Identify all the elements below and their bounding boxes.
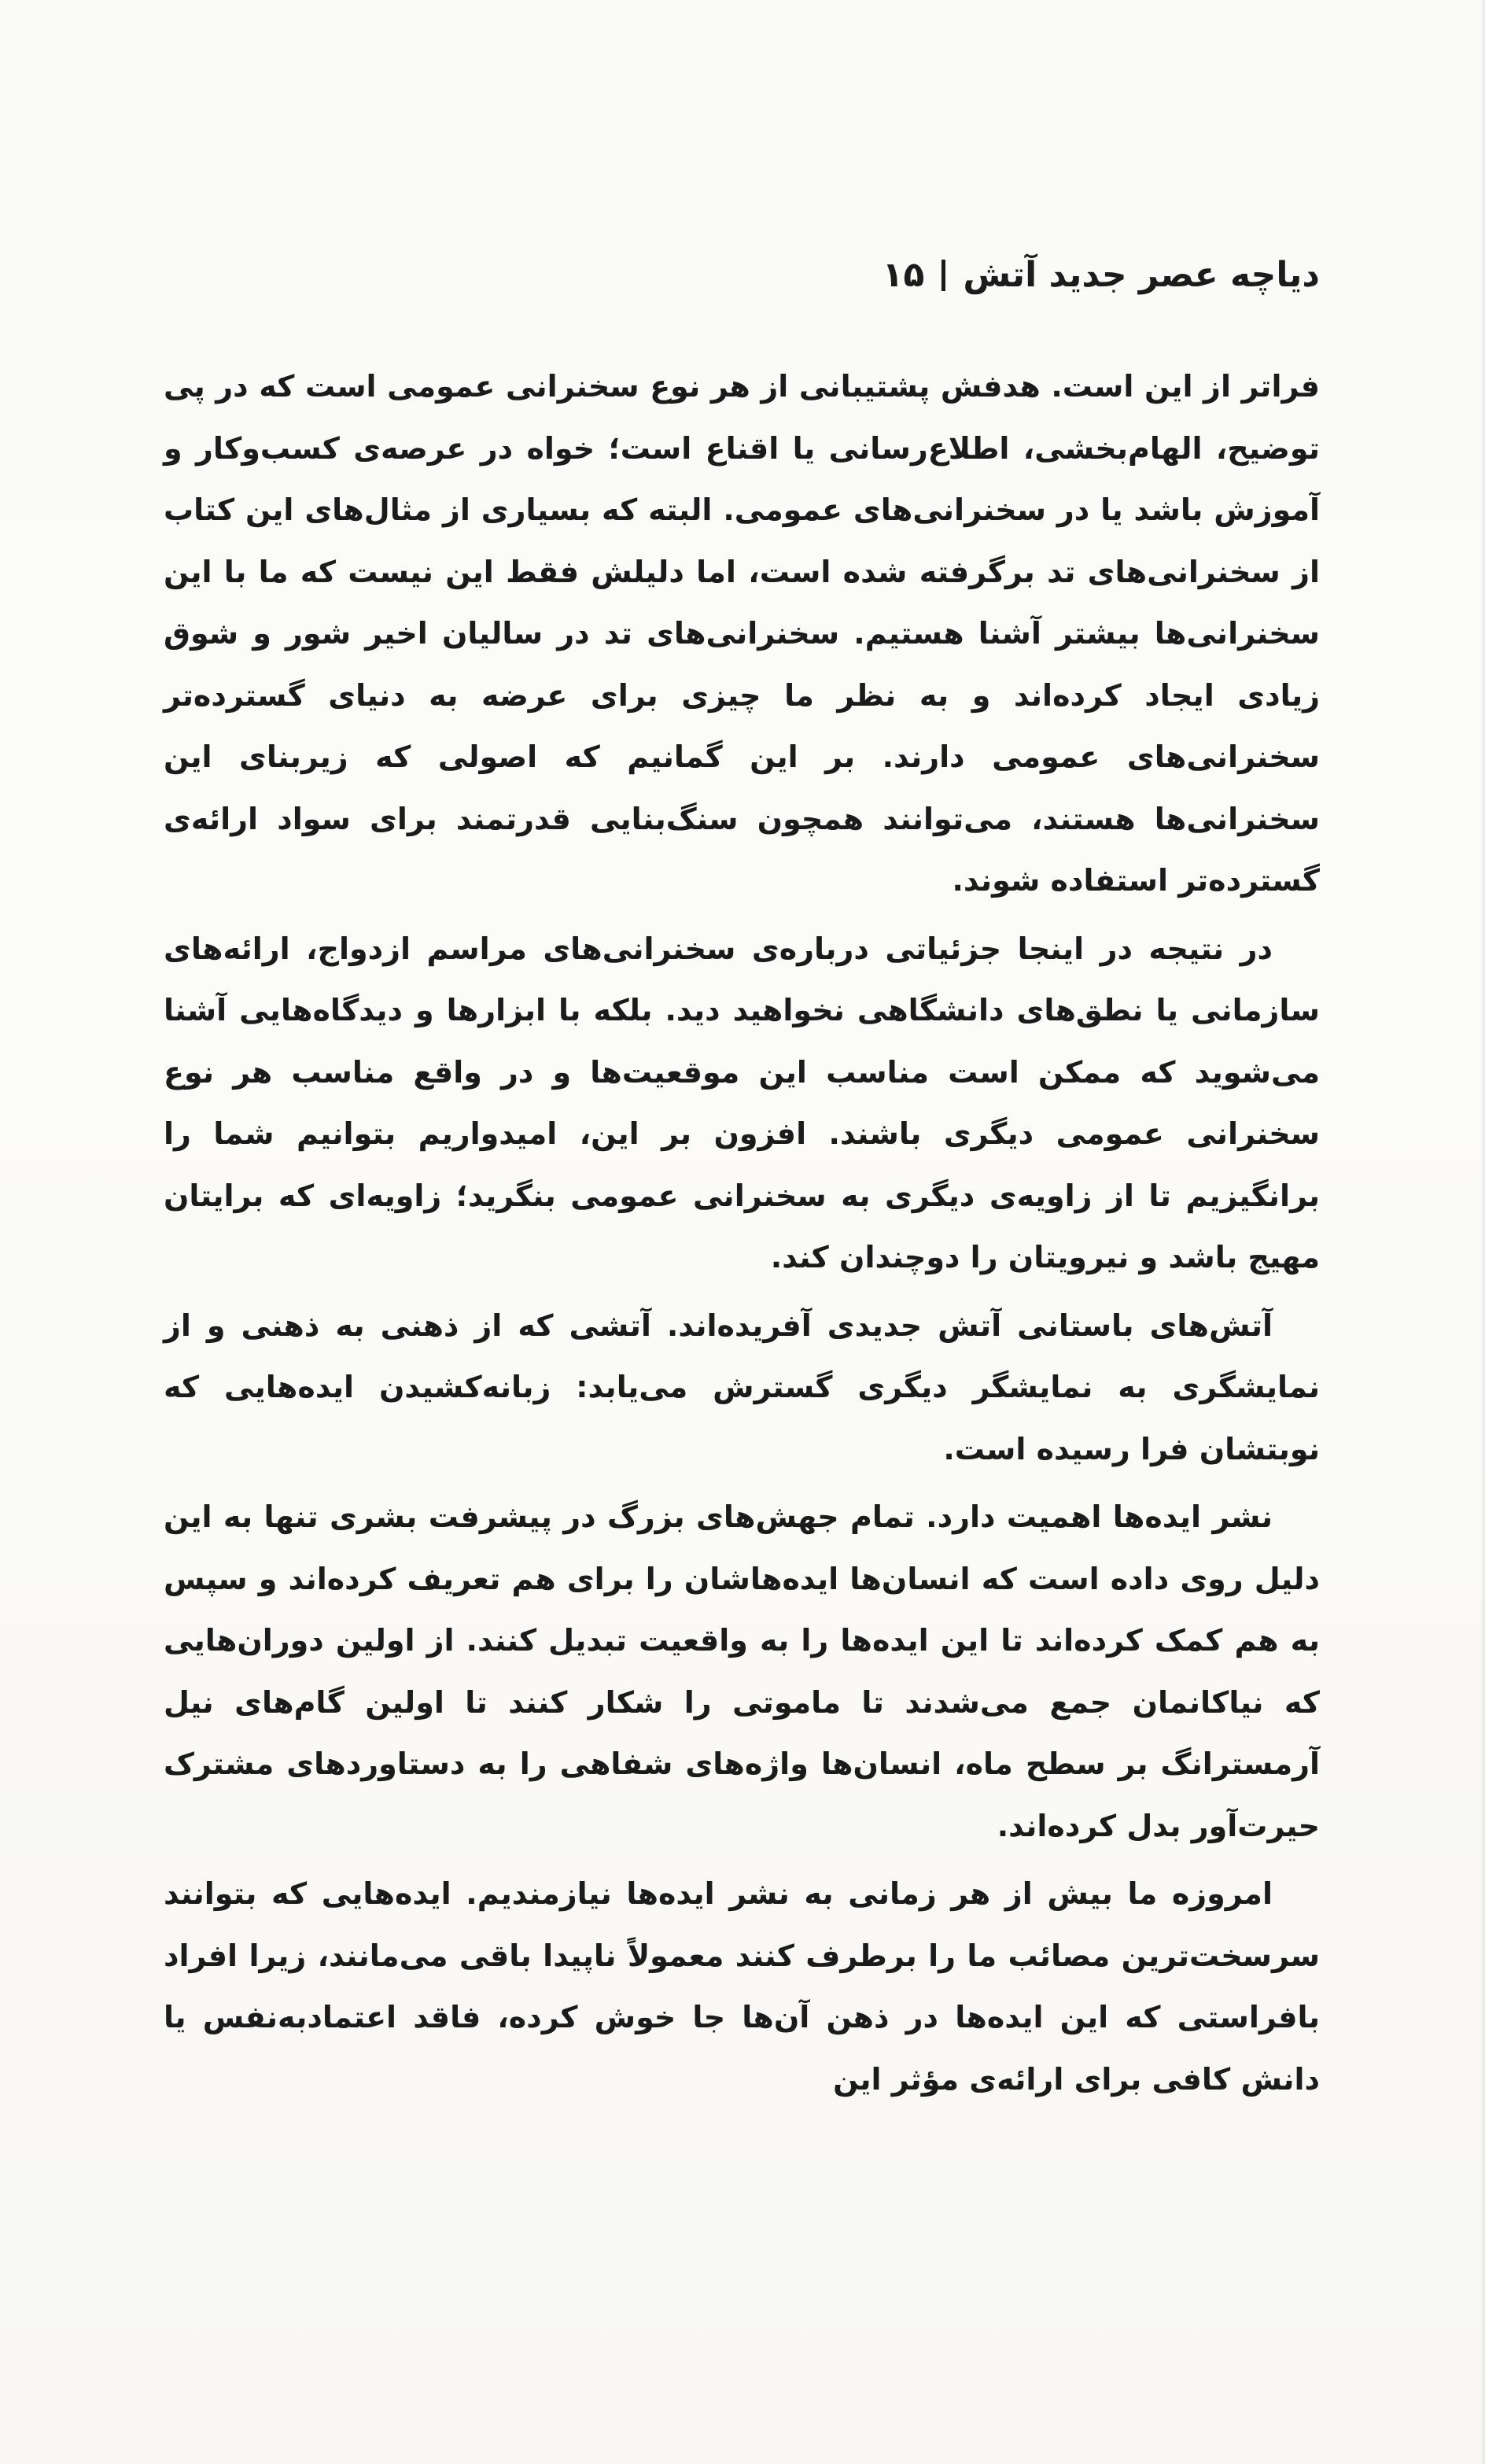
running-header (612, 252, 1320, 299)
paragraph: فراتر از این است. هدفش پشتیبانی از هر نوع سخنرانی عمومی است که در پی توضیح، الهام‌بخشی، اطلاع‌رسانی یا اقناع است؛ خواه در عرصه‌ی کسب‌وکار و آموزش باشد یا در سخنرانی‌های عمومی. البته که بسیاری از مثال‌های این کتاب از سخنرانی‌های تد برگرفته شده است، اما دلیلش فقط این نیست که ما با این سخنرانی‌ها بیشتر آشنا هستیم. سخنرانی‌های تد در سالیان اخیر شور و شوق زیادی ایجاد کرده‌اند و به نظر ما چیزی برای عرضه به دنیای گسترده‌تر سخنرانی‌های عمومی دارند. بر این گمانیم که اصولی که زیربنای این سخنرانی‌ها هستند، می‌توانند همچون سنگ‌بنایی قدرتمند برای سواد ارائه‌ی گسترده‌تر استفاده شوند. (164, 369, 1320, 898)
running-header-title: دیاچه عصر جدید آتش (963, 255, 1320, 295)
body-text (164, 356, 1320, 2116)
header-separator (941, 260, 945, 291)
paragraph: امروزه ما بیش از هر زمانی به نشر ایده‌ها نیازمندیم. ایده‌هایی که بتوانند سرسخت‌ترین مصائب ما را برطرف کنند معمولاً ناپیدا باقی می‌مانند، زیرا افراد بافراستی که این ایده‌ها در ذهن آن‌ها جا خوش کرده، فاقد اعتمادبه‌نفس یا دانش کافی برای ارائه‌ی مؤثر این (164, 1876, 1320, 2097)
page-edge-shadow (1480, 0, 1485, 2464)
paragraph: آتش‌های باستانی آتش جدیدی آفریده‌اند. آتشی که از ذهنی به ذهنی و از نمایشگری به نمایشگر دیگری گسترش می‌یابد: زبانه‌کشیدن ایده‌هایی که نوبتشان فرا رسیده است. (164, 1308, 1320, 1466)
paragraph: در نتیجه در اینجا جزئیاتی درباره‌ی سخنرانی‌های مراسم ازدواج، ارائه‌های سازمانی یا نطق‌های دانشگاهی نخواهید دید. بلکه با ابزارها و دیدگاه‌هایی آشنا می‌شوید که ممکن است مناسب این موقعیت‌ها و در واقع مناسب هر نوع سخنرانی عمومی دیگری باشند. افزون بر این، امیدواریم بتوانیم شما را برانگیزیم تا از زاویه‌ی دیگری به سخنرانی عمومی بنگرید؛ زاویه‌ای که برایتان مهیج باشد و نیرویتان را دوچندان کند. (164, 931, 1320, 1274)
page-number: ۱۵ (882, 255, 925, 295)
paragraph: نشر ایده‌ها اهمیت دارد. تمام جهش‌های بزرگ در پیشرفت بشری تنها به این دلیل روی داده است که انسان‌ها ایده‌هاشان را برای هم تعریف کرده‌اند و سپس به هم کمک کرده‌اند تا این ایده‌ها را به واقعیت تبدیل کنند. از اولین دوران‌هایی که نیاکانمان جمع می‌شدند تا ماموتی را شکار کنند تا اولین گام‌های نیل آرمسترانگ بر سطح ماه، انسان‌ها واژه‌های شفاهی را به دستاوردهای مشترک حیرت‌آور بدل کرده‌اند. (164, 1499, 1320, 1843)
